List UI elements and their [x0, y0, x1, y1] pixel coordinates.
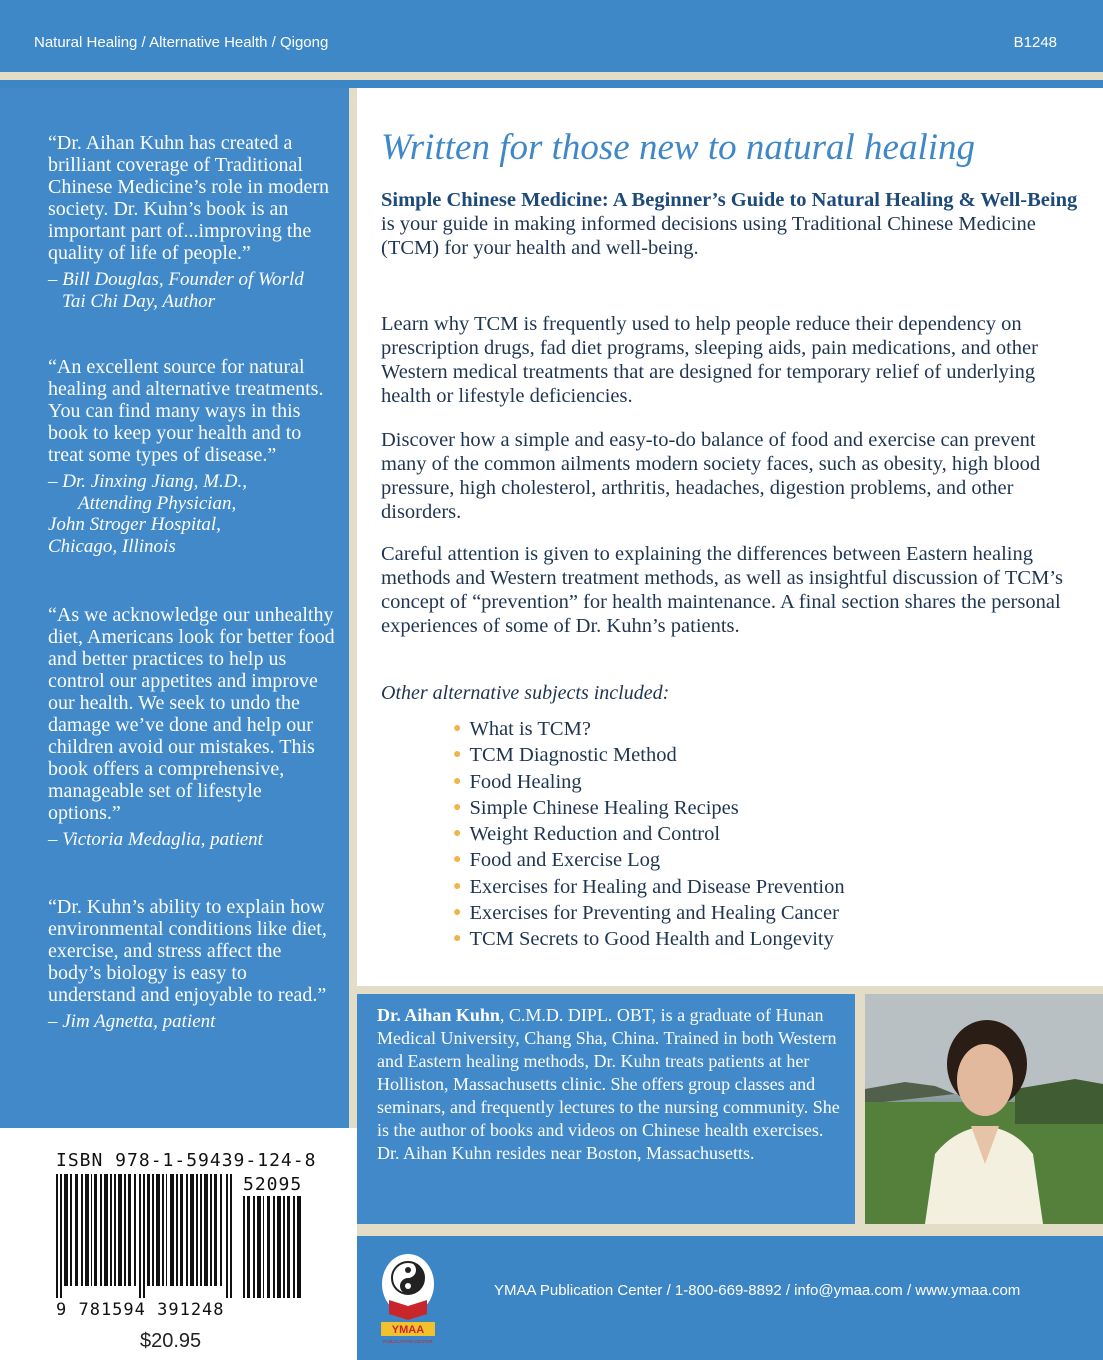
author-name: Dr. Aihan Kuhn: [377, 1005, 500, 1025]
bullet-icon: ●: [453, 799, 462, 815]
list-item-label: TCM Diagnostic Method: [469, 744, 677, 767]
list-item: [453, 795, 845, 821]
endorsement-1: [48, 132, 338, 312]
book-title: Simple Chinese Medicine: A Beginner’s Guide to Natural Healing & Well-Being: [381, 189, 1078, 211]
publisher-bar: [357, 1236, 1103, 1360]
endorsement-text: “Dr. Aihan Kuhn has created a brilliant coverage of Traditional Chinese Medicine’s role in modern society. Dr. Kuhn’s book is an important part of...improving the quality of life of people.”: [48, 132, 330, 264]
endorsements-column: [0, 88, 357, 1128]
attr-line: Tai Chi Day, Author: [62, 290, 216, 312]
publisher-info: YMAA Publication Center / 1-800-669-8892 / info@ymaa.com / www.ymaa.com: [494, 1282, 1021, 1299]
headline: Written for those new to natural healing: [381, 127, 976, 168]
ymaa-logo-icon: [375, 1250, 441, 1346]
author-bio: [357, 994, 855, 1224]
list-item: [453, 900, 845, 926]
list-item-label: Food Healing: [469, 770, 582, 793]
bullet-icon: ●: [453, 878, 462, 894]
list-item: [453, 874, 845, 900]
intro-paragraph: [381, 188, 1081, 260]
attr-line: – Jim Agnetta, patient: [48, 1011, 216, 1032]
list-item-label: Simple Chinese Healing Recipes: [469, 796, 739, 819]
author-photo: [865, 994, 1103, 1224]
author-bio-band: [357, 986, 1103, 1236]
logo-text: YMAA: [391, 1324, 425, 1336]
list-item: [453, 926, 845, 952]
list-item-label: TCM Secrets to Good Health and Longevity: [469, 928, 834, 951]
endorsement-2: [48, 356, 338, 557]
description-panel: [357, 88, 1103, 986]
list-item: [453, 742, 845, 768]
endorsement-4: [48, 896, 338, 1033]
paragraph-3: Discover how a simple and easy-to-do balance of food and exercise can prevent many of the common ailments modern society faces, such as obesity, high blood pressure, high cholesterol, arthritis, headaches, digestion problems, and other disorders.: [381, 429, 1041, 523]
list-item: [453, 847, 845, 873]
endorsement-3: [48, 604, 338, 851]
list-item: [453, 716, 845, 742]
endorsement-attribution: [48, 471, 338, 557]
barcode-icon: [56, 1174, 236, 1298]
isbn-text: ISBN 978-1-59439-124-8: [56, 1150, 317, 1171]
list-item: [453, 769, 845, 795]
barcode-addon-icon: [243, 1196, 303, 1298]
bullet-icon: ●: [453, 852, 462, 868]
barcode-box: [0, 1128, 357, 1360]
subjects-list: [453, 716, 845, 953]
price: $20.95: [140, 1330, 202, 1352]
list-item-label: What is TCM?: [469, 718, 591, 740]
attr-line: – Dr. Jinxing Jiang, M.D.,: [48, 471, 247, 492]
attr-line: John Stroger Hospital,: [48, 514, 221, 535]
barcode-addon-number: 52095: [243, 1174, 303, 1195]
author-bio-paragraph: [377, 1004, 847, 1165]
endorsement-text: “Dr. Kuhn’s ability to explain how environmental conditions like diet, exercise, and stress affect the body’s biology is easy to understand and enjoyable to read.”: [48, 896, 327, 1006]
endorsement-attribution: [48, 1011, 338, 1033]
list-item-label: Exercises for Preventing and Healing Cancer: [469, 902, 839, 925]
paragraph-2: Learn why TCM is frequently used to help people reduce their dependency on prescription drugs, fad diet programs, sleeping aids, pain medications, and other Western medical treatments that are designed for temporary relief of underlying health or lifestyle deficiencies.: [381, 313, 1038, 407]
logo-subtext: PUBLICATION CENTER: [383, 1339, 433, 1344]
list-item-label: Food and Exercise Log: [469, 849, 661, 872]
attr-line: Attending Physician,: [78, 492, 237, 514]
bullet-icon: ●: [453, 747, 462, 763]
list-item-label: Exercises for Healing and Disease Prevention: [469, 875, 845, 898]
endorsement-text: “An excellent source for natural healing and alternative treatments. You can find many ways in this book to keep your health and to treat some types of disease.”: [48, 356, 324, 466]
book-code: B1248: [1013, 34, 1057, 51]
attr-line: – Victoria Medaglia, patient: [48, 829, 263, 850]
bullet-icon: ●: [453, 931, 462, 947]
ean-number: 9 781594 391248: [56, 1300, 225, 1320]
endorsement-attribution: [48, 269, 338, 312]
attr-line: – Bill Douglas, Founder of World: [48, 269, 304, 290]
intro-text: is your guide in making informed decisions using Traditional Chinese Medicine (TCM) for your health and well-being.: [381, 213, 1036, 259]
category-label: Natural Healing / Alternative Health / Qigong: [34, 34, 329, 51]
bullet-icon: ●: [453, 905, 462, 921]
endorsement-text: “As we acknowledge our unhealthy diet, Americans look for better food and better practices to help us control our appetites and improve our health. We seek to undo the damage we’ve done and help our children avoid our mistakes. This book offers a comprehensive, manageable set of lifestyle options.”: [48, 604, 335, 824]
bullet-icon: ●: [453, 721, 462, 736]
paragraph-4: Careful attention is given to explaining the differences between Eastern healing methods and Western treatment methods, as well as insightful discussion of TCM’s concept of “prevention” for health maintenance. A final section shares the personal experiences of some of Dr. Kuhn’s patients.: [381, 543, 1063, 637]
subjects-heading: Other alternative subjects included:: [381, 682, 670, 704]
bullet-icon: ●: [453, 826, 462, 842]
attr-line: Chicago, Illinois: [48, 535, 176, 557]
author-portrait-icon: [865, 994, 1103, 1224]
top-bar: [0, 0, 1103, 80]
endorsement-attribution: [48, 829, 338, 851]
author-bio-text: , C.M.D. DIPL. OBT, is a graduate of Hunan Medical University, Chang Sha, China. Trained in both Western and Eastern healing methods, Dr. Kuhn treats patients at her Holliston, Massachusetts clinic. She offers group classes and seminars, and frequently lectures to the nursing community. She is the author of books and videos on Chinese health exercises. Dr. Aihan Kuhn resides near Boston, Massachusetts.: [377, 1005, 840, 1163]
list-item-label: Weight Reduction and Control: [469, 823, 721, 846]
bullet-icon: ●: [453, 773, 462, 789]
list-item: [453, 821, 845, 847]
